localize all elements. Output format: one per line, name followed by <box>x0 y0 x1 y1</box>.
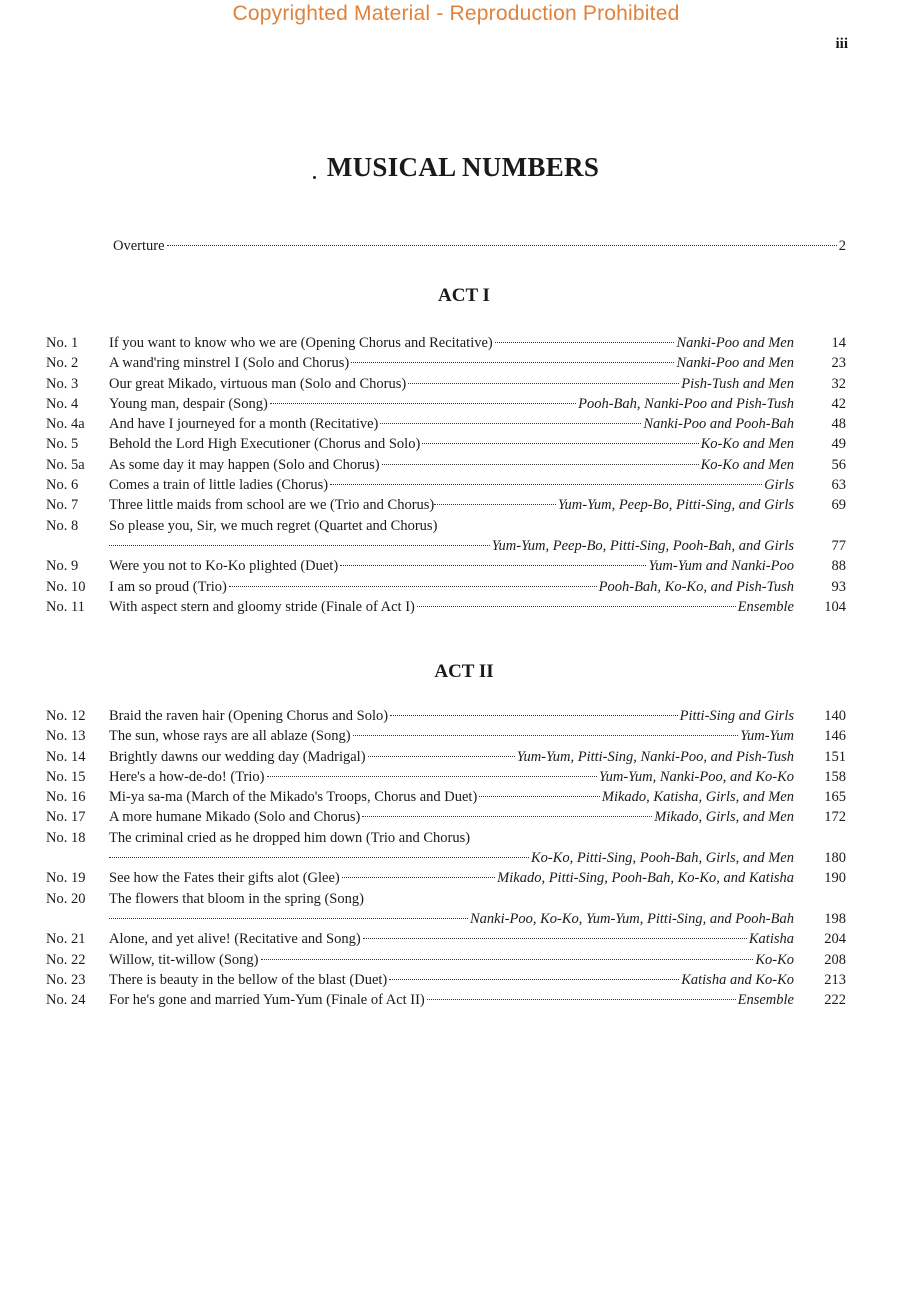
entry-page: 32 <box>831 375 846 392</box>
toc-entry <box>46 889 846 909</box>
toc-entry <box>46 556 846 576</box>
toc-entry <box>46 970 846 990</box>
entry-number: No. 7 <box>46 497 79 514</box>
entry-page: 104 <box>824 598 846 615</box>
entry-number: No. 10 <box>46 578 86 595</box>
entry-performers: Nanki-Poo, Ko-Ko, Yum-Yum, Pitti-Sing, and Pooh-Bah <box>470 910 794 927</box>
overture-page: 2 <box>838 238 846 254</box>
entry-number: No. 9 <box>46 558 79 575</box>
entry-title: As some day it may happen (Solo and Chorus) <box>109 456 380 473</box>
entry-page: 14 <box>831 335 846 351</box>
entry-page: 180 <box>824 850 846 867</box>
dot-leader <box>479 796 600 797</box>
dot-leader <box>362 816 652 817</box>
dot-leader <box>167 245 837 246</box>
overture-entry <box>113 238 846 255</box>
toc-entry <box>46 475 846 495</box>
entry-number: No. 18 <box>46 829 86 846</box>
entry-performers: Katisha and Ko-Ko <box>681 971 794 988</box>
dot-leader <box>109 857 529 858</box>
dot-leader <box>382 464 699 465</box>
entry-title: So please you, Sir, we much regret (Quartet and Chorus) <box>109 517 438 534</box>
entry-title: The flowers that bloom in the spring (Song) <box>109 890 364 907</box>
entry-performers: Katisha <box>748 931 794 948</box>
dot-leader <box>353 735 739 736</box>
entry-number: No. 16 <box>46 789 86 806</box>
toc-entry-continuation <box>46 536 846 556</box>
entry-title: The criminal cried as he dropped him down (Trio and Chorus) <box>109 829 471 846</box>
entry-page: 204 <box>824 931 846 948</box>
dot-leader <box>422 443 698 444</box>
dot-leader <box>109 545 490 546</box>
toc-entry <box>46 990 846 1010</box>
entry-title: Young man, despair (Song) <box>109 395 268 412</box>
entry-number: No. 14 <box>46 748 86 765</box>
dot-leader <box>351 362 674 363</box>
entry-number: No. 5a <box>46 456 85 473</box>
toc-entry <box>46 747 846 767</box>
entry-page: 172 <box>824 809 846 826</box>
toc-entry <box>46 353 846 373</box>
entry-performers: Ko-Ko and Men <box>700 456 794 473</box>
dot-leader <box>427 999 736 1000</box>
entry-title: Alone, and yet alive! (Recitative and Song) <box>109 931 361 948</box>
entry-number: No. 17 <box>46 809 86 826</box>
entry-page: 146 <box>824 728 846 745</box>
entry-performers: Pish-Tush and Men <box>681 375 794 392</box>
toc-entry <box>46 455 846 475</box>
entry-title: Mi-ya sa-ma (March of the Mikado's Troops, Chorus and Duet) <box>109 789 478 806</box>
act1-heading: ACT I <box>438 285 490 306</box>
entry-number: No. 8 <box>46 517 79 534</box>
toc-entry <box>46 767 846 787</box>
entry-title: I am so proud (Trio) <box>109 578 227 595</box>
entry-page: 213 <box>824 971 846 988</box>
entry-title: If you want to know who we are (Opening Chorus and Recitative) <box>109 335 493 351</box>
toc-entry <box>46 950 846 970</box>
entry-title: Behold the Lord High Executioner (Chorus and Solo) <box>109 436 421 453</box>
dot-leader <box>261 959 754 960</box>
toc-entry <box>46 394 846 414</box>
entry-number: No. 6 <box>46 477 79 494</box>
entry-title: Brightly dawns our wedding day (Madrigal) <box>109 748 366 765</box>
entry-performers: Mikado, Girls, and Men <box>654 809 794 826</box>
entry-performers: Ensemble <box>737 598 794 615</box>
toc-entry <box>46 726 846 746</box>
entry-title: Three little maids from school are we (Trio and Chorus) <box>109 497 435 514</box>
toc-entry <box>46 577 846 597</box>
dot-leader <box>340 565 646 566</box>
entry-page: 208 <box>824 951 846 968</box>
dot-leader <box>408 383 679 384</box>
act1-list <box>46 333 846 617</box>
toc-entry <box>46 597 846 617</box>
stray-dot <box>313 176 316 179</box>
toc-entry <box>46 787 846 807</box>
toc-entry <box>46 828 846 848</box>
toc-entry-continuation <box>46 909 846 929</box>
entry-performers: Nanki-Poo and Men <box>676 335 794 351</box>
entry-number: No. 22 <box>46 951 86 968</box>
entry-page: 165 <box>824 789 846 806</box>
act2-heading: ACT II <box>434 661 494 682</box>
entry-page: 49 <box>831 436 846 453</box>
entry-title: Were you not to Ko-Ko plighted (Duet) <box>109 558 339 575</box>
toc-entry <box>46 868 846 888</box>
dot-leader <box>368 756 515 757</box>
entry-number: No. 4 <box>46 395 79 412</box>
dot-leader <box>389 979 679 980</box>
entry-page: 88 <box>831 558 846 575</box>
page-number: iii <box>835 36 848 52</box>
entry-page: 69 <box>831 497 846 514</box>
dot-leader <box>330 484 762 485</box>
entry-title: Here's a how-de-do! (Trio) <box>109 768 265 785</box>
dot-leader <box>342 877 495 878</box>
entry-title: A more humane Mikado (Solo and Chorus) <box>109 809 361 826</box>
entry-page: 48 <box>831 416 846 433</box>
entry-performers: Pitti-Sing and Girls <box>679 708 794 724</box>
entry-performers: Yum-Yum, Pitti-Sing, Nanki-Poo, and Pish-Tush <box>516 748 794 765</box>
toc-entry <box>46 495 846 515</box>
entry-performers: Yum-Yum and Nanki-Poo <box>648 558 794 575</box>
entry-number: No. 21 <box>46 931 86 948</box>
entry-performers: Yum-Yum, Peep-Bo, Pitti-Sing, and Girls <box>557 497 794 514</box>
entry-page: 63 <box>831 477 846 494</box>
dot-leader <box>495 342 675 343</box>
entry-page: 140 <box>824 708 846 724</box>
entry-performers: Yum-Yum <box>740 728 794 745</box>
entry-page: 198 <box>824 910 846 927</box>
entry-number: No. 1 <box>46 335 79 351</box>
toc-entry <box>46 516 846 536</box>
entry-performers: Yum-Yum, Peep-Bo, Pitti-Sing, Pooh-Bah, and Girls <box>491 537 794 554</box>
dot-leader <box>434 504 556 505</box>
entry-number: No. 20 <box>46 890 86 907</box>
entry-page: 93 <box>831 578 846 595</box>
entry-performers: Pooh-Bah, Ko-Ko, and Pish-Tush <box>598 578 794 595</box>
entry-performers: Ko-Ko, Pitti-Sing, Pooh-Bah, Girls, and Men <box>531 850 794 867</box>
entry-page: 56 <box>831 456 846 473</box>
entry-number: No. 4a <box>46 416 85 433</box>
entry-title: A wand'ring minstrel I (Solo and Chorus) <box>109 355 350 372</box>
entry-title: There is beauty in the bellow of the blast (Duet) <box>109 971 388 988</box>
toc-entry <box>46 807 846 827</box>
overture-title: Overture <box>113 238 165 254</box>
toc-entry <box>46 414 846 434</box>
entry-title: Our great Mikado, virtuous man (Solo and Chorus) <box>109 375 407 392</box>
dot-leader <box>270 403 576 404</box>
entry-number: No. 23 <box>46 971 86 988</box>
act2-list <box>46 706 846 1010</box>
entry-performers: Mikado, Pitti-Sing, Pooh-Bah, Ko-Ko, and Katisha <box>497 870 794 887</box>
toc-entry <box>46 434 846 454</box>
entry-number: No. 15 <box>46 768 86 785</box>
entry-page: 151 <box>824 748 846 765</box>
entry-page: 190 <box>824 870 846 887</box>
dot-leader <box>363 938 747 939</box>
dot-leader <box>109 918 468 919</box>
entry-number: No. 13 <box>46 728 86 745</box>
entry-performers: Ko-Ko <box>755 951 794 968</box>
page-title: MUSICAL NUMBERS <box>326 152 600 182</box>
entry-performers: Ko-Ko and Men <box>700 436 794 453</box>
entry-number: No. 3 <box>46 375 79 392</box>
entry-number: No. 5 <box>46 436 79 453</box>
entry-number: No. 24 <box>46 992 86 1009</box>
entry-title: Braid the raven hair (Opening Chorus and Solo) <box>109 708 389 724</box>
entry-number: No. 12 <box>46 708 86 724</box>
toc-entry-continuation <box>46 848 846 868</box>
entry-performers: Pooh-Bah, Nanki-Poo and Pish-Tush <box>578 395 794 412</box>
dot-leader <box>267 776 597 777</box>
dot-leader <box>390 715 678 716</box>
entry-page: 222 <box>824 992 846 1009</box>
entry-title: And have I journeyed for a month (Recitative) <box>109 416 379 433</box>
toc-entry <box>46 706 846 726</box>
entry-number: No. 2 <box>46 355 79 372</box>
entry-title: With aspect stern and gloomy stride (Finale of Act I) <box>109 598 415 615</box>
entry-performers: Nanki-Poo and Pooh-Bah <box>643 416 794 433</box>
dot-leader <box>417 606 736 607</box>
entry-performers: Nanki-Poo and Men <box>676 355 794 372</box>
entry-performers: Ensemble <box>737 992 794 1009</box>
entry-title: The sun, whose rays are all ablaze (Song) <box>109 728 351 745</box>
entry-number: No. 19 <box>46 870 86 887</box>
entry-title: For he's gone and married Yum-Yum (Finale of Act II) <box>109 992 425 1009</box>
entry-title: Willow, tit-willow (Song) <box>109 951 259 968</box>
entry-page: 42 <box>831 395 846 412</box>
toc-entry <box>46 374 846 394</box>
entry-page: 158 <box>824 768 846 785</box>
toc-entry <box>46 333 846 353</box>
copyright-banner: Copyrighted Material - Reproduction Prohibited <box>232 2 680 25</box>
entry-page: 23 <box>831 355 846 372</box>
toc-entry <box>46 929 846 949</box>
entry-performers: Girls <box>764 477 794 494</box>
entry-performers: Mikado, Katisha, Girls, and Men <box>601 789 794 806</box>
dot-leader <box>380 423 641 424</box>
dot-leader <box>229 586 597 587</box>
entry-title: Comes a train of little ladies (Chorus) <box>109 477 329 494</box>
entry-number: No. 11 <box>46 598 85 615</box>
entry-page: 77 <box>831 537 846 554</box>
entry-title: See how the Fates their gifts alot (Glee) <box>109 870 340 887</box>
entry-performers: Yum-Yum, Nanki-Poo, and Ko-Ko <box>598 768 794 785</box>
